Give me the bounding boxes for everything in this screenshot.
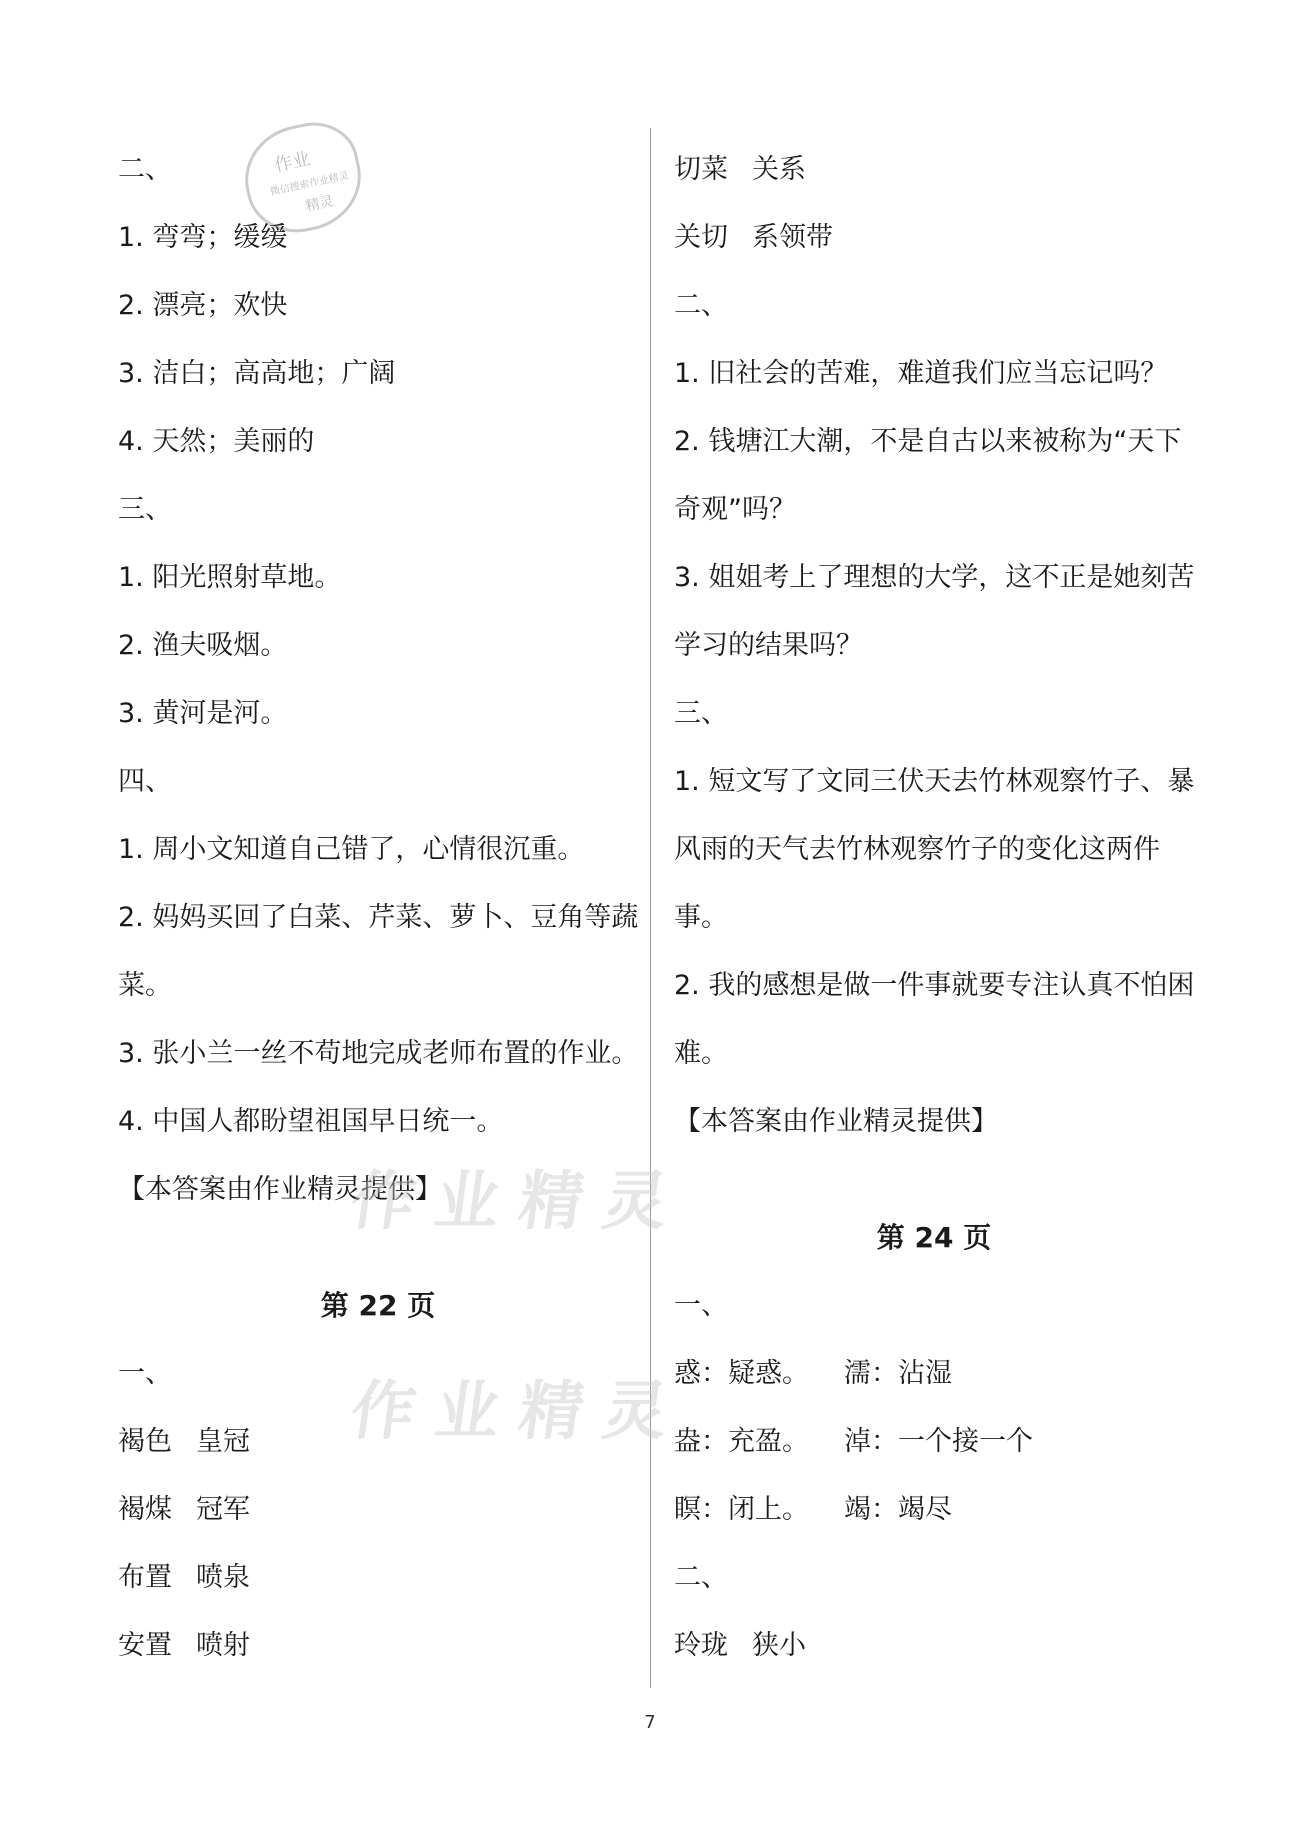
section-title: 二、 [674,1562,728,1593]
page-heading: 第 22 页 [320,1289,436,1322]
word: 玲珑 [674,1630,728,1661]
word: 关系 [752,154,806,185]
definition-pair [674,1340,1194,1408]
answer-line: 1. 阳光照射草地。 [118,562,342,593]
definition-pair [674,1408,1194,1476]
word-pair [674,1612,1194,1680]
word: 关切 [674,222,728,253]
answer-line: 3. 黄河是河。 [118,698,288,729]
stamp-line3: 精灵 [304,193,336,215]
credit-line: 【本答案由作业精灵提供】 [118,1174,442,1205]
answer-line: 2. 妈妈买回了白菜、芹菜、萝卜、豆角等蔬 [118,902,639,933]
answer-line: 菜。 [118,970,172,1001]
definition-pair [674,1476,1194,1544]
section-title: 三、 [674,698,728,729]
answer-line: 2. 钱塘江大潮，不是自古以来被称为“天下 [674,426,1182,457]
word: 安置 [118,1630,172,1661]
word: 系领带 [752,222,833,253]
answer-line: 难。 [674,1038,728,1069]
answer-line: 4. 中国人都盼望祖国早日统一。 [118,1106,504,1137]
definition: 淖：一个接一个 [844,1426,1033,1457]
word: 喷射 [196,1630,250,1661]
answer-line: 风雨的天气去竹林观察竹子的变化这两件 [674,834,1160,865]
word-pair [118,1476,638,1544]
word: 皇冠 [196,1426,250,1457]
definition: 竭：竭尽 [844,1494,952,1525]
section-title: 二、 [118,154,172,185]
answer-line: 事。 [674,902,728,933]
word: 褐色 [118,1426,172,1457]
column-divider [650,128,651,1688]
answer-line: 奇观”吗？ [674,494,796,525]
answer-line: 3. 洁白；高高地；广阔 [118,358,396,389]
answer-line: 1. 周小文知道自己错了，心情很沉重。 [118,834,585,865]
watermark: 作业精灵 [345,1164,693,1239]
word-pair [674,136,1194,204]
word: 布置 [118,1562,172,1593]
word: 冠军 [196,1494,250,1525]
credit-line: 【本答案由作业精灵提供】 [674,1106,998,1137]
answer-line: 1. 旧社会的苦难，难道我们应当忘记吗？ [674,358,1168,389]
stamp-line2: 微信搜索作业精灵 [269,170,350,198]
answer-line: 2. 渔夫吸烟。 [118,630,288,661]
word-pair [118,1612,638,1680]
word-pair [118,1544,638,1612]
answer-line: 2. 我的感想是做一件事就要专注认真不怕困 [674,970,1195,1001]
answer-line: 学习的结果吗？ [674,630,863,661]
right-column [674,136,1194,1680]
definition: 盎：充盈。 [674,1426,809,1457]
watermark: 作业精灵 [345,1374,693,1449]
word: 切菜 [674,154,728,185]
page-heading: 第 24 页 [876,1221,992,1254]
page-number: 7 [644,1712,656,1733]
word: 褐煤 [118,1494,172,1525]
answer-line: 2. 漂亮；欢快 [118,290,288,321]
section-title: 四、 [118,766,172,797]
definition: 瞑：闭上。 [674,1494,809,1525]
answer-line: 3. 姐姐考上了理想的大学，这不正是她刻苦 [674,562,1195,593]
answer-line: 1. 弯弯；缓缓 [118,222,288,253]
section-title: 三、 [118,494,172,525]
section-title: 一、 [674,1290,728,1321]
word: 狭小 [752,1630,806,1661]
stamp-line1: 作业 [272,148,313,177]
word-pair [674,204,1194,272]
definition: 惑：疑惑。 [674,1358,809,1389]
word: 喷泉 [196,1562,250,1593]
section-title: 一、 [118,1358,172,1389]
answer-line: 4. 天然；美丽的 [118,426,315,457]
definition: 濡：沾湿 [844,1358,952,1389]
answer-line: 3. 张小兰一丝不苟地完成老师布置的作业。 [118,1038,639,1069]
section-title: 二、 [674,290,728,321]
answer-line: 1. 短文写了文同三伏天去竹林观察竹子、暴 [674,766,1195,797]
